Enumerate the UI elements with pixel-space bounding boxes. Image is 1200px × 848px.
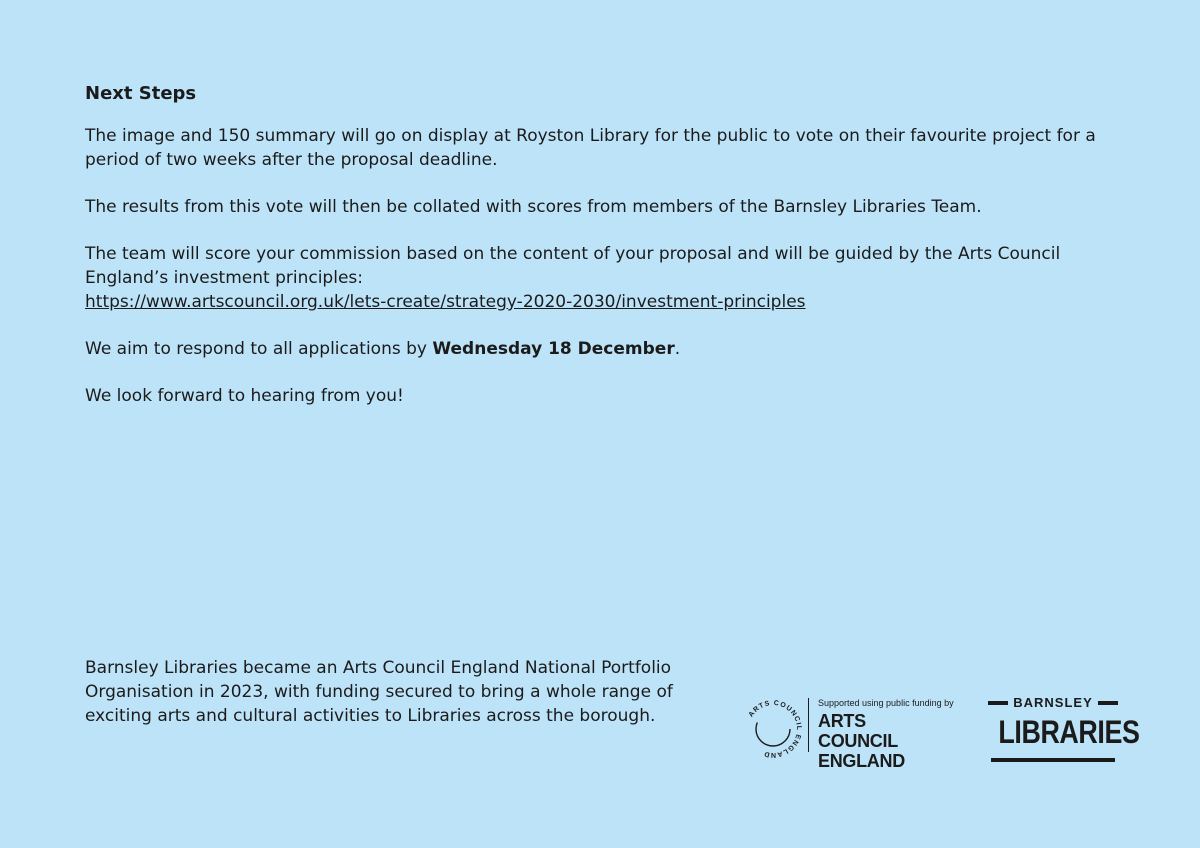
- response-text-pre: We aim to respond to all applications by: [85, 339, 433, 359]
- ace-separator: [808, 698, 809, 752]
- ace-wordmark-line1: ARTS COUNCIL: [818, 711, 898, 751]
- response-deadline: Wednesday 18 December: [432, 339, 675, 359]
- bl-left-line: [988, 701, 1008, 705]
- barnsley-libraries-logo: [988, 695, 1140, 765]
- investment-principles-link[interactable]: https://www.artscouncil.org.uk/lets-create/strategy-2020-2030/investment-principles: [85, 292, 806, 312]
- paragraph-response: [85, 337, 1115, 361]
- ace-wordmark: [818, 711, 948, 771]
- page-title: Next Steps: [85, 83, 197, 104]
- paragraph-results: The results from this vote will then be collated with scores from members of the Barnsley Libraries Team.: [85, 197, 982, 217]
- paragraph-scoring-text: The team will score your commission based on the content of your proposal and will be guided by the Arts Council England’s investment principles:: [85, 244, 1061, 288]
- bl-top-text: BARNSLEY: [1013, 695, 1093, 710]
- paragraph-closing: We look forward to hearing from you!: [85, 386, 404, 406]
- bl-main-text: LIBRARIES: [998, 714, 1140, 750]
- paragraph-scoring: [85, 242, 1115, 314]
- paragraph-display: The image and 150 summary will go on display at Royston Library for the public to vote on their favourite project for a period of two weeks after the proposal deadline.: [85, 126, 1096, 170]
- footer-text: Barnsley Libraries became an Arts Council England National Portfolio Organisation in 2023, with funding secured to bring a whole range of exciting arts and cultural activities to Libraries across the borough.: [85, 658, 673, 726]
- arts-council-ring-icon: [738, 693, 808, 765]
- bl-right-line: [1098, 701, 1118, 705]
- arts-council-england-logo: [738, 693, 954, 771]
- main-content: [85, 82, 1115, 431]
- ace-ring-text: ARTS COUNCIL ENGLAND: [747, 699, 803, 759]
- ace-wordmark-line2: ENGLAND: [818, 751, 905, 771]
- ace-supported-text: Supported using public funding by: [818, 698, 954, 708]
- bl-bottom-line: [991, 758, 1115, 762]
- response-text-post: .: [674, 339, 681, 359]
- bl-top-row: [988, 695, 1118, 711]
